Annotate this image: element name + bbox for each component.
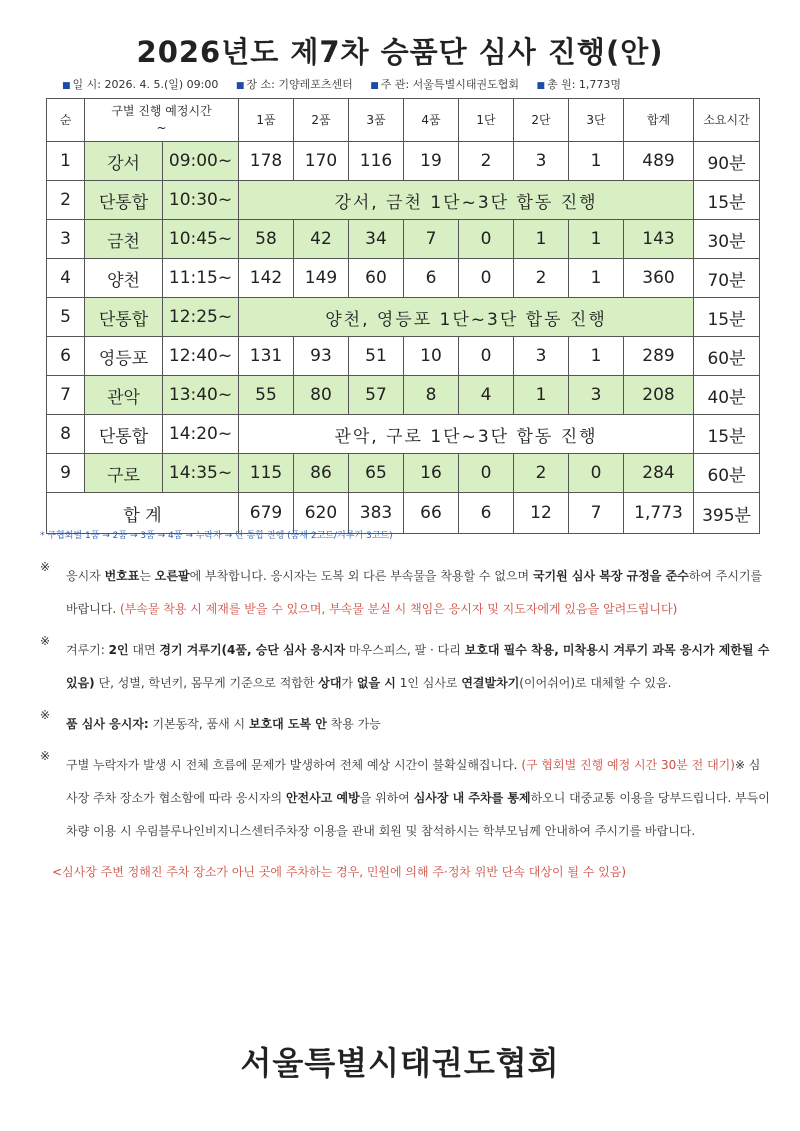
square-bullet-icon: ■ bbox=[536, 81, 545, 91]
notice-text bbox=[66, 708, 770, 741]
header-d2: 2단 bbox=[514, 99, 569, 142]
text-run: 기본동작, 품새 시 bbox=[148, 717, 249, 731]
cell-value: 1 bbox=[569, 220, 624, 259]
table-row bbox=[47, 376, 760, 415]
cell-time: 10:30~ bbox=[163, 181, 239, 220]
cell-value: 178 bbox=[239, 142, 294, 181]
event-total bbox=[536, 78, 621, 91]
cell-time: 10:45~ bbox=[163, 220, 239, 259]
cell-value: 8 bbox=[404, 376, 459, 415]
cell-no: 4 bbox=[47, 259, 85, 298]
cell-sum: 143 bbox=[624, 220, 694, 259]
cell-value: 116 bbox=[349, 142, 404, 181]
notice-text bbox=[66, 749, 770, 848]
total-value: 6 bbox=[459, 493, 514, 534]
cell-value: 57 bbox=[349, 376, 404, 415]
cell-value: 58 bbox=[239, 220, 294, 259]
reference-mark-icon: ※ bbox=[40, 749, 51, 763]
cell-value: 42 bbox=[294, 220, 349, 259]
cell-value: 1 bbox=[569, 142, 624, 181]
cell-value: 34 bbox=[349, 220, 404, 259]
cell-dur: 70분 bbox=[694, 259, 760, 298]
cell-value: 3 bbox=[514, 142, 569, 181]
cell-value: 2 bbox=[459, 142, 514, 181]
notice-item-parking-warning bbox=[40, 856, 770, 889]
table-row-merged bbox=[47, 181, 760, 220]
cell-value: 3 bbox=[569, 376, 624, 415]
cell-area: 구로 bbox=[85, 454, 163, 493]
cell-value: 19 bbox=[404, 142, 459, 181]
bold-run: 보호대 필수 착용, 미착용시 겨루기 과목 응시가 제한될 수 있음) bbox=[66, 643, 770, 690]
table-header-row bbox=[47, 99, 760, 142]
cell-value: 93 bbox=[294, 337, 349, 376]
header-area-time-label: 구별 진행 예정시간 bbox=[111, 104, 212, 118]
cell-time: 12:40~ bbox=[163, 337, 239, 376]
text-run: 착용 가능 bbox=[326, 717, 381, 731]
total-value: 12 bbox=[514, 493, 569, 534]
cell-dur: 60분 bbox=[694, 337, 760, 376]
text-run: 을 위하여 bbox=[359, 791, 414, 805]
cell-dur: 15분 bbox=[694, 415, 760, 454]
cell-time: 12:25~ bbox=[163, 298, 239, 337]
cell-area: 단통합 bbox=[85, 181, 163, 220]
cell-area: 영등포 bbox=[85, 337, 163, 376]
cell-value: 16 bbox=[404, 454, 459, 493]
notice-item bbox=[40, 708, 770, 741]
cell-value: 115 bbox=[239, 454, 294, 493]
text-run: 구별 누락자가 발생 시 전체 흐름에 문제가 발생하여 전체 예상 시간이 불확실해집니다. bbox=[66, 758, 522, 772]
cell-time: 14:20~ bbox=[163, 415, 239, 454]
notice-item bbox=[40, 560, 770, 626]
square-bullet-icon: ■ bbox=[370, 81, 379, 91]
bold-run: 국기원 심사 복장 규정을 준수 bbox=[532, 569, 689, 583]
cell-value: 0 bbox=[459, 259, 514, 298]
cell-value: 86 bbox=[294, 454, 349, 493]
bold-run: 없을 시 bbox=[356, 676, 396, 690]
bold-run: 안전사고 예방 bbox=[285, 791, 360, 805]
header-d1: 1단 bbox=[459, 99, 514, 142]
text-run: (이어쉬어)로 대체할 수 있음. bbox=[519, 676, 672, 690]
table-row-merged bbox=[47, 415, 760, 454]
header-p1: 1품 bbox=[239, 99, 294, 142]
notice-text bbox=[66, 560, 770, 626]
cell-sum: 289 bbox=[624, 337, 694, 376]
cell-no: 8 bbox=[47, 415, 85, 454]
cell-dur: 60분 bbox=[694, 454, 760, 493]
header-no: 순 bbox=[47, 99, 85, 142]
total-value: 383 bbox=[349, 493, 404, 534]
cell-no: 3 bbox=[47, 220, 85, 259]
text-run: 에 부착합니다. 응시자는 도복 외 다른 부속물을 착용할 수 없으며 bbox=[189, 569, 533, 583]
cell-value: 149 bbox=[294, 259, 349, 298]
total-label: 합 계 bbox=[47, 493, 239, 534]
cell-value: 1 bbox=[569, 337, 624, 376]
reference-mark-icon: ※ bbox=[40, 708, 51, 722]
bold-run: 품 심사 응시자: bbox=[66, 717, 149, 731]
cell-value: 1 bbox=[514, 220, 569, 259]
total-value: 620 bbox=[294, 493, 349, 534]
cell-sum: 284 bbox=[624, 454, 694, 493]
notice-text bbox=[66, 634, 770, 700]
text-run: 1인 심사로 bbox=[395, 676, 462, 690]
total-value: 66 bbox=[404, 493, 459, 534]
cell-sum: 360 bbox=[624, 259, 694, 298]
cell-value: 2 bbox=[514, 259, 569, 298]
square-bullet-icon: ■ bbox=[62, 81, 71, 91]
square-bullet-icon: ■ bbox=[235, 81, 245, 91]
bold-run: 2인 bbox=[108, 643, 129, 657]
cell-sum: 208 bbox=[624, 376, 694, 415]
text-run: 마우스피스, 팔 · 다리 bbox=[345, 643, 465, 657]
table-row bbox=[47, 142, 760, 181]
bold-run: 상대 bbox=[318, 676, 342, 690]
cell-area: 금천 bbox=[85, 220, 163, 259]
cell-area: 강서 bbox=[85, 142, 163, 181]
notice-item bbox=[40, 634, 770, 700]
cell-no: 7 bbox=[47, 376, 85, 415]
cell-time: 13:40~ bbox=[163, 376, 239, 415]
cell-value: 2 bbox=[514, 454, 569, 493]
cell-value: 0 bbox=[459, 454, 514, 493]
bold-run: 경기 겨루기(4품, 승단 심사 응시자 bbox=[159, 643, 346, 657]
event-host-text: 주 관: 서울특별시태권도협회 bbox=[380, 78, 519, 91]
cell-no: 2 bbox=[47, 181, 85, 220]
total-value: 679 bbox=[239, 493, 294, 534]
text-run: 단, 성별, 학년키, 몸무게 기준으로 적합한 bbox=[94, 676, 319, 690]
schedule-table bbox=[46, 98, 760, 534]
event-date bbox=[62, 78, 218, 91]
notice-list bbox=[40, 560, 770, 897]
header-d3: 3단 bbox=[569, 99, 624, 142]
cell-value: 10 bbox=[404, 337, 459, 376]
text-run: 하여 주시기를 바랍니다. bbox=[66, 569, 763, 616]
cell-value: 4 bbox=[459, 376, 514, 415]
cell-sum: 489 bbox=[624, 142, 694, 181]
event-total-text: 총 원: 1,773명 bbox=[546, 78, 622, 91]
header-area-time bbox=[85, 99, 239, 142]
cell-value: 142 bbox=[239, 259, 294, 298]
cell-time: 11:15~ bbox=[163, 259, 239, 298]
total-dur: 395분 bbox=[694, 493, 760, 534]
event-info bbox=[62, 76, 635, 92]
cell-time: 14:35~ bbox=[163, 454, 239, 493]
bold-run: 연결발차기 bbox=[461, 676, 520, 690]
bold-run: 보호대 도복 안 bbox=[248, 717, 327, 731]
cell-no: 5 bbox=[47, 298, 85, 337]
progress-order-footnote: * 구협회별 1품 → 2품 → 3품 → 4품 → 누락자 → 단 통합 진행 (품새 2코트/겨루기 3코트) bbox=[40, 531, 393, 541]
bold-run: 심사장 내 주차를 통제 bbox=[413, 791, 531, 805]
notice-text: <심사장 주변 정해진 주차 장소가 아닌 곳에 주차하는 경우, 민원에 의해 주·정차 위반 단속 대상이 될 수 있음) bbox=[52, 865, 627, 879]
event-host bbox=[370, 78, 519, 91]
cell-dur: 30분 bbox=[694, 220, 760, 259]
cell-dur: 15분 bbox=[694, 298, 760, 337]
cell-value: 80 bbox=[294, 376, 349, 415]
table-row bbox=[47, 259, 760, 298]
table-row bbox=[47, 337, 760, 376]
cell-merged-note: 양천, 영등포 1단~3단 합동 진행 bbox=[239, 298, 694, 337]
warning-run: (구 협회별 진행 예정 시간 30분 전 대기) bbox=[521, 758, 735, 772]
cell-merged-note: 강서, 금천 1단~3단 합동 진행 bbox=[239, 181, 694, 220]
total-value: 7 bbox=[569, 493, 624, 534]
header-p3: 3품 bbox=[349, 99, 404, 142]
text-run: 대면 bbox=[128, 643, 160, 657]
cell-area: 양천 bbox=[85, 259, 163, 298]
organization-name: 서울특별시태권도협회 bbox=[240, 1044, 560, 1082]
cell-value: 6 bbox=[404, 259, 459, 298]
bold-run: 번호표 bbox=[104, 569, 140, 583]
text-run: 하오니 대중교통 이용을 당부드립니다. 부득이 차량 이용 시 우림블루나인비지니스센터주차장 이용을 관내 회원 및 참석하시는 학부모님께 안내하여 주시기를 바랍니다. bbox=[66, 791, 770, 838]
cell-value: 0 bbox=[569, 454, 624, 493]
header-sum: 합계 bbox=[624, 99, 694, 142]
text-run: 는 bbox=[139, 569, 155, 583]
cell-value: 1 bbox=[569, 259, 624, 298]
notice-item bbox=[40, 749, 770, 848]
cell-value: 131 bbox=[239, 337, 294, 376]
header-dur: 소요시간 bbox=[694, 99, 760, 142]
text-run: 가 bbox=[341, 676, 357, 690]
cell-value: 0 bbox=[459, 337, 514, 376]
cell-time: 09:00~ bbox=[163, 142, 239, 181]
reference-mark-icon: ※ bbox=[40, 634, 51, 648]
cell-value: 65 bbox=[349, 454, 404, 493]
cell-area: 관악 bbox=[85, 376, 163, 415]
cell-value: 51 bbox=[349, 337, 404, 376]
cell-value: 7 bbox=[404, 220, 459, 259]
cell-value: 55 bbox=[239, 376, 294, 415]
reference-mark-icon: ※ bbox=[40, 560, 51, 574]
cell-dur: 15분 bbox=[694, 181, 760, 220]
total-sum: 1,773 bbox=[624, 493, 694, 534]
cell-merged-note: 관악, 구로 1단~3단 합동 진행 bbox=[239, 415, 694, 454]
text-run: 겨루기: bbox=[66, 643, 109, 657]
cell-no: 6 bbox=[47, 337, 85, 376]
cell-value: 3 bbox=[514, 337, 569, 376]
table-row bbox=[47, 454, 760, 493]
table-row-merged bbox=[47, 298, 760, 337]
header-p2: 2품 bbox=[294, 99, 349, 142]
table-row bbox=[47, 220, 760, 259]
header-p4: 4품 bbox=[404, 99, 459, 142]
cell-no: 1 bbox=[47, 142, 85, 181]
text-run: 응시자 bbox=[66, 569, 105, 583]
text-run: ※ 심사장 주차 장소가 협소함에 따라 응시자의 bbox=[66, 758, 761, 805]
cell-value: 1 bbox=[514, 376, 569, 415]
warning-run: (부속물 착용 시 제재를 받을 수 있으며, 부속물 분실 시 책임은 응시자 및 지도자에게 있음을 알려드립니다) bbox=[120, 602, 678, 616]
cell-no: 9 bbox=[47, 454, 85, 493]
event-date-text: 일 시: 2026. 4. 5.(일) 09:00 bbox=[72, 78, 219, 91]
bold-run: 오른팔 bbox=[154, 569, 190, 583]
event-venue bbox=[236, 78, 353, 91]
cell-dur: 90분 bbox=[694, 142, 760, 181]
cell-value: 0 bbox=[459, 220, 514, 259]
page-title: 2026년도 제7차 승품단 심사 진행(안) bbox=[136, 35, 664, 69]
cell-value: 60 bbox=[349, 259, 404, 298]
header-area-time-tilde: ~ bbox=[156, 121, 167, 135]
cell-dur: 40분 bbox=[694, 376, 760, 415]
cell-area: 단통합 bbox=[85, 415, 163, 454]
cell-area: 단통합 bbox=[85, 298, 163, 337]
cell-value: 170 bbox=[294, 142, 349, 181]
event-venue-text: 장 소: 기양레포츠센터 bbox=[246, 78, 353, 91]
